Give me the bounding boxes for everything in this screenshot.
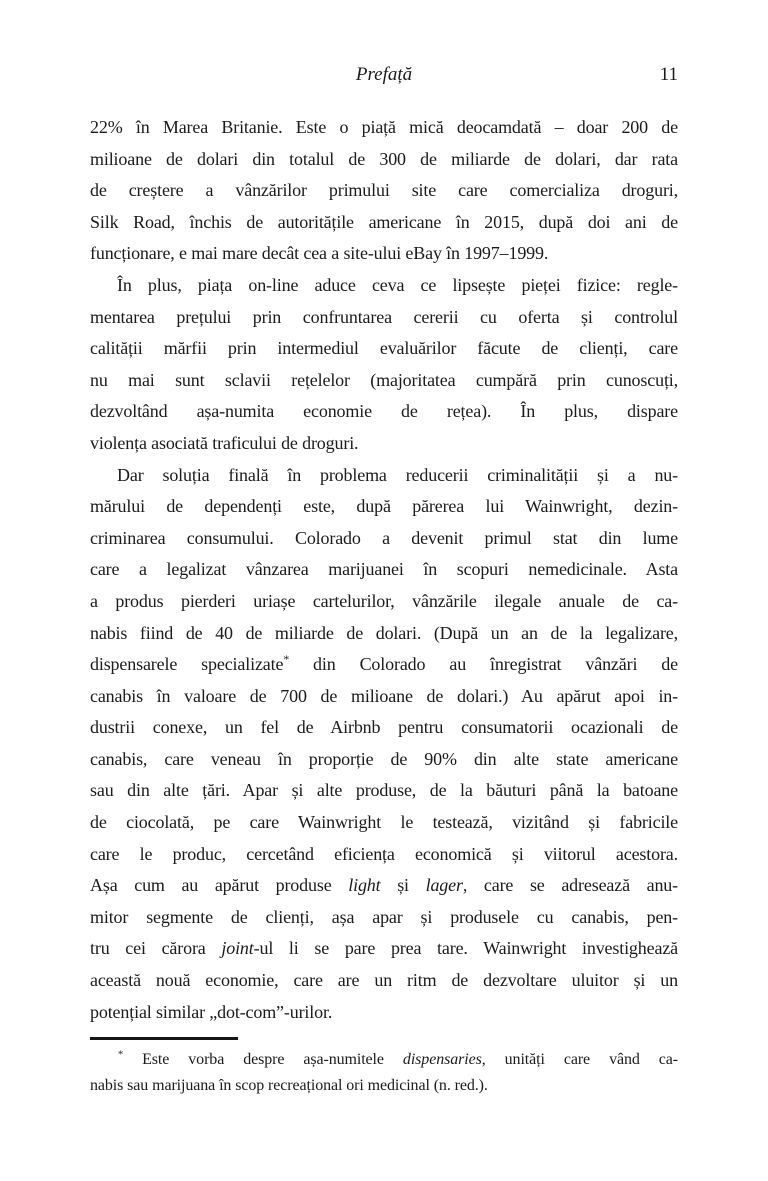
text-line: criminarea consumului. Colorado a devenit primul stat din lume <box>90 527 678 548</box>
text-line: de ciocolată, pe care Wainwright le testează, vizitând și fabricile <box>90 812 678 833</box>
text-line: Așa cum au apărut produse light și lager, care se adresează anu- <box>90 875 678 896</box>
text-line: milioane de dolari din totalul de 300 de miliarde de dolari, dar rata <box>90 148 678 169</box>
text-line: violența asociată traficului de droguri. <box>90 432 359 453</box>
text-line: 22% în Marea Britanie. Este o piață mică deocamdată – doar 200 de <box>90 117 678 137</box>
page-header <box>90 62 678 88</box>
body-text <box>90 112 678 1099</box>
text-line: mentarea prețului prin confruntarea cererii cu oferta și controlul <box>90 306 678 327</box>
text-line: Dar soluția finală în problema reducerii criminalității și a nu- <box>117 464 678 485</box>
text-line: dezvoltând așa-numita economie de rețea). În plus, dispare <box>90 401 678 422</box>
text-line: tru cei cărora joint-ul li se pare prea tare. Wainwright investighează <box>90 938 678 959</box>
text-line: potențial similar „dot-com”-urilor. <box>90 1001 333 1022</box>
chapter-title: Prefață <box>355 64 413 85</box>
text-line: Silk Road, închis de autoritățile americane în 2015, după doi ani de <box>90 211 678 232</box>
text-line: mărului de dependenți este, după părerea lui Wainwright, dezin- <box>90 496 678 517</box>
text-line: calității mărfii prin intermediul evaluărilor făcute de clienți, care <box>90 338 678 359</box>
text-line: funcționare, e mai mare decât cea a site-ului eBay în 1997–1999. <box>90 243 549 264</box>
footnote-line: * Este vorba despre așa-numitele dispensaries, unități care vând ca- <box>118 1049 678 1069</box>
footnote-separator-rule <box>90 1037 238 1040</box>
text-line: dustrii conexe, un fel de Airbnb pentru consumatorii ocazionali de <box>90 717 678 738</box>
text-line: care a legalizat vânzarea marijuanei în scopuri nemedicinale. Asta <box>90 559 678 580</box>
text-line: dispensarele specializate* din Colorado au înregistrat vânzări de <box>90 653 678 675</box>
text-line: mitor segmente de clienți, așa apar și produsele cu canabis, pen- <box>90 906 678 927</box>
text-line: de creștere a vânzărilor primului site care comercializa droguri, <box>90 180 678 201</box>
text-line: canabis în valoare de 700 de milioane de dolari.) Au apărut apoi in- <box>90 685 678 706</box>
footnote <box>90 1047 678 1099</box>
text-line: care le produc, cercetând eficiența economică și viitorul acestora. <box>90 843 678 864</box>
page-number: 11 <box>659 64 678 85</box>
footnote-line: nabis sau marijuana în scop recreațional ori medicinal (n. red.). <box>90 1077 488 1095</box>
text-line: În plus, piața on-line aduce ceva ce lipsește pieței fizice: regle- <box>117 274 678 295</box>
text-line: canabis, care veneau în proporție de 90% din alte state americane <box>90 748 678 769</box>
text-line: nabis fiind de 40 de miliarde de dolari. (După un an de la legalizare, <box>90 622 678 643</box>
text-line: această nouă economie, care are un ritm de dezvoltare uluitor și un <box>90 970 678 991</box>
paragraph <box>90 460 678 1029</box>
text-line: a produs pierderi uriașe cartelurilor, vânzările ilegale anuale de ca- <box>90 590 678 611</box>
paragraph <box>90 270 678 460</box>
paragraph <box>90 112 678 270</box>
text-line: sau din alte țări. Apar și alte produse, de la băuturi până la batoane <box>90 780 678 801</box>
text-line: nu mai sunt sclavii rețelelor (majoritatea cumpără prin cunoscuți, <box>90 369 678 390</box>
